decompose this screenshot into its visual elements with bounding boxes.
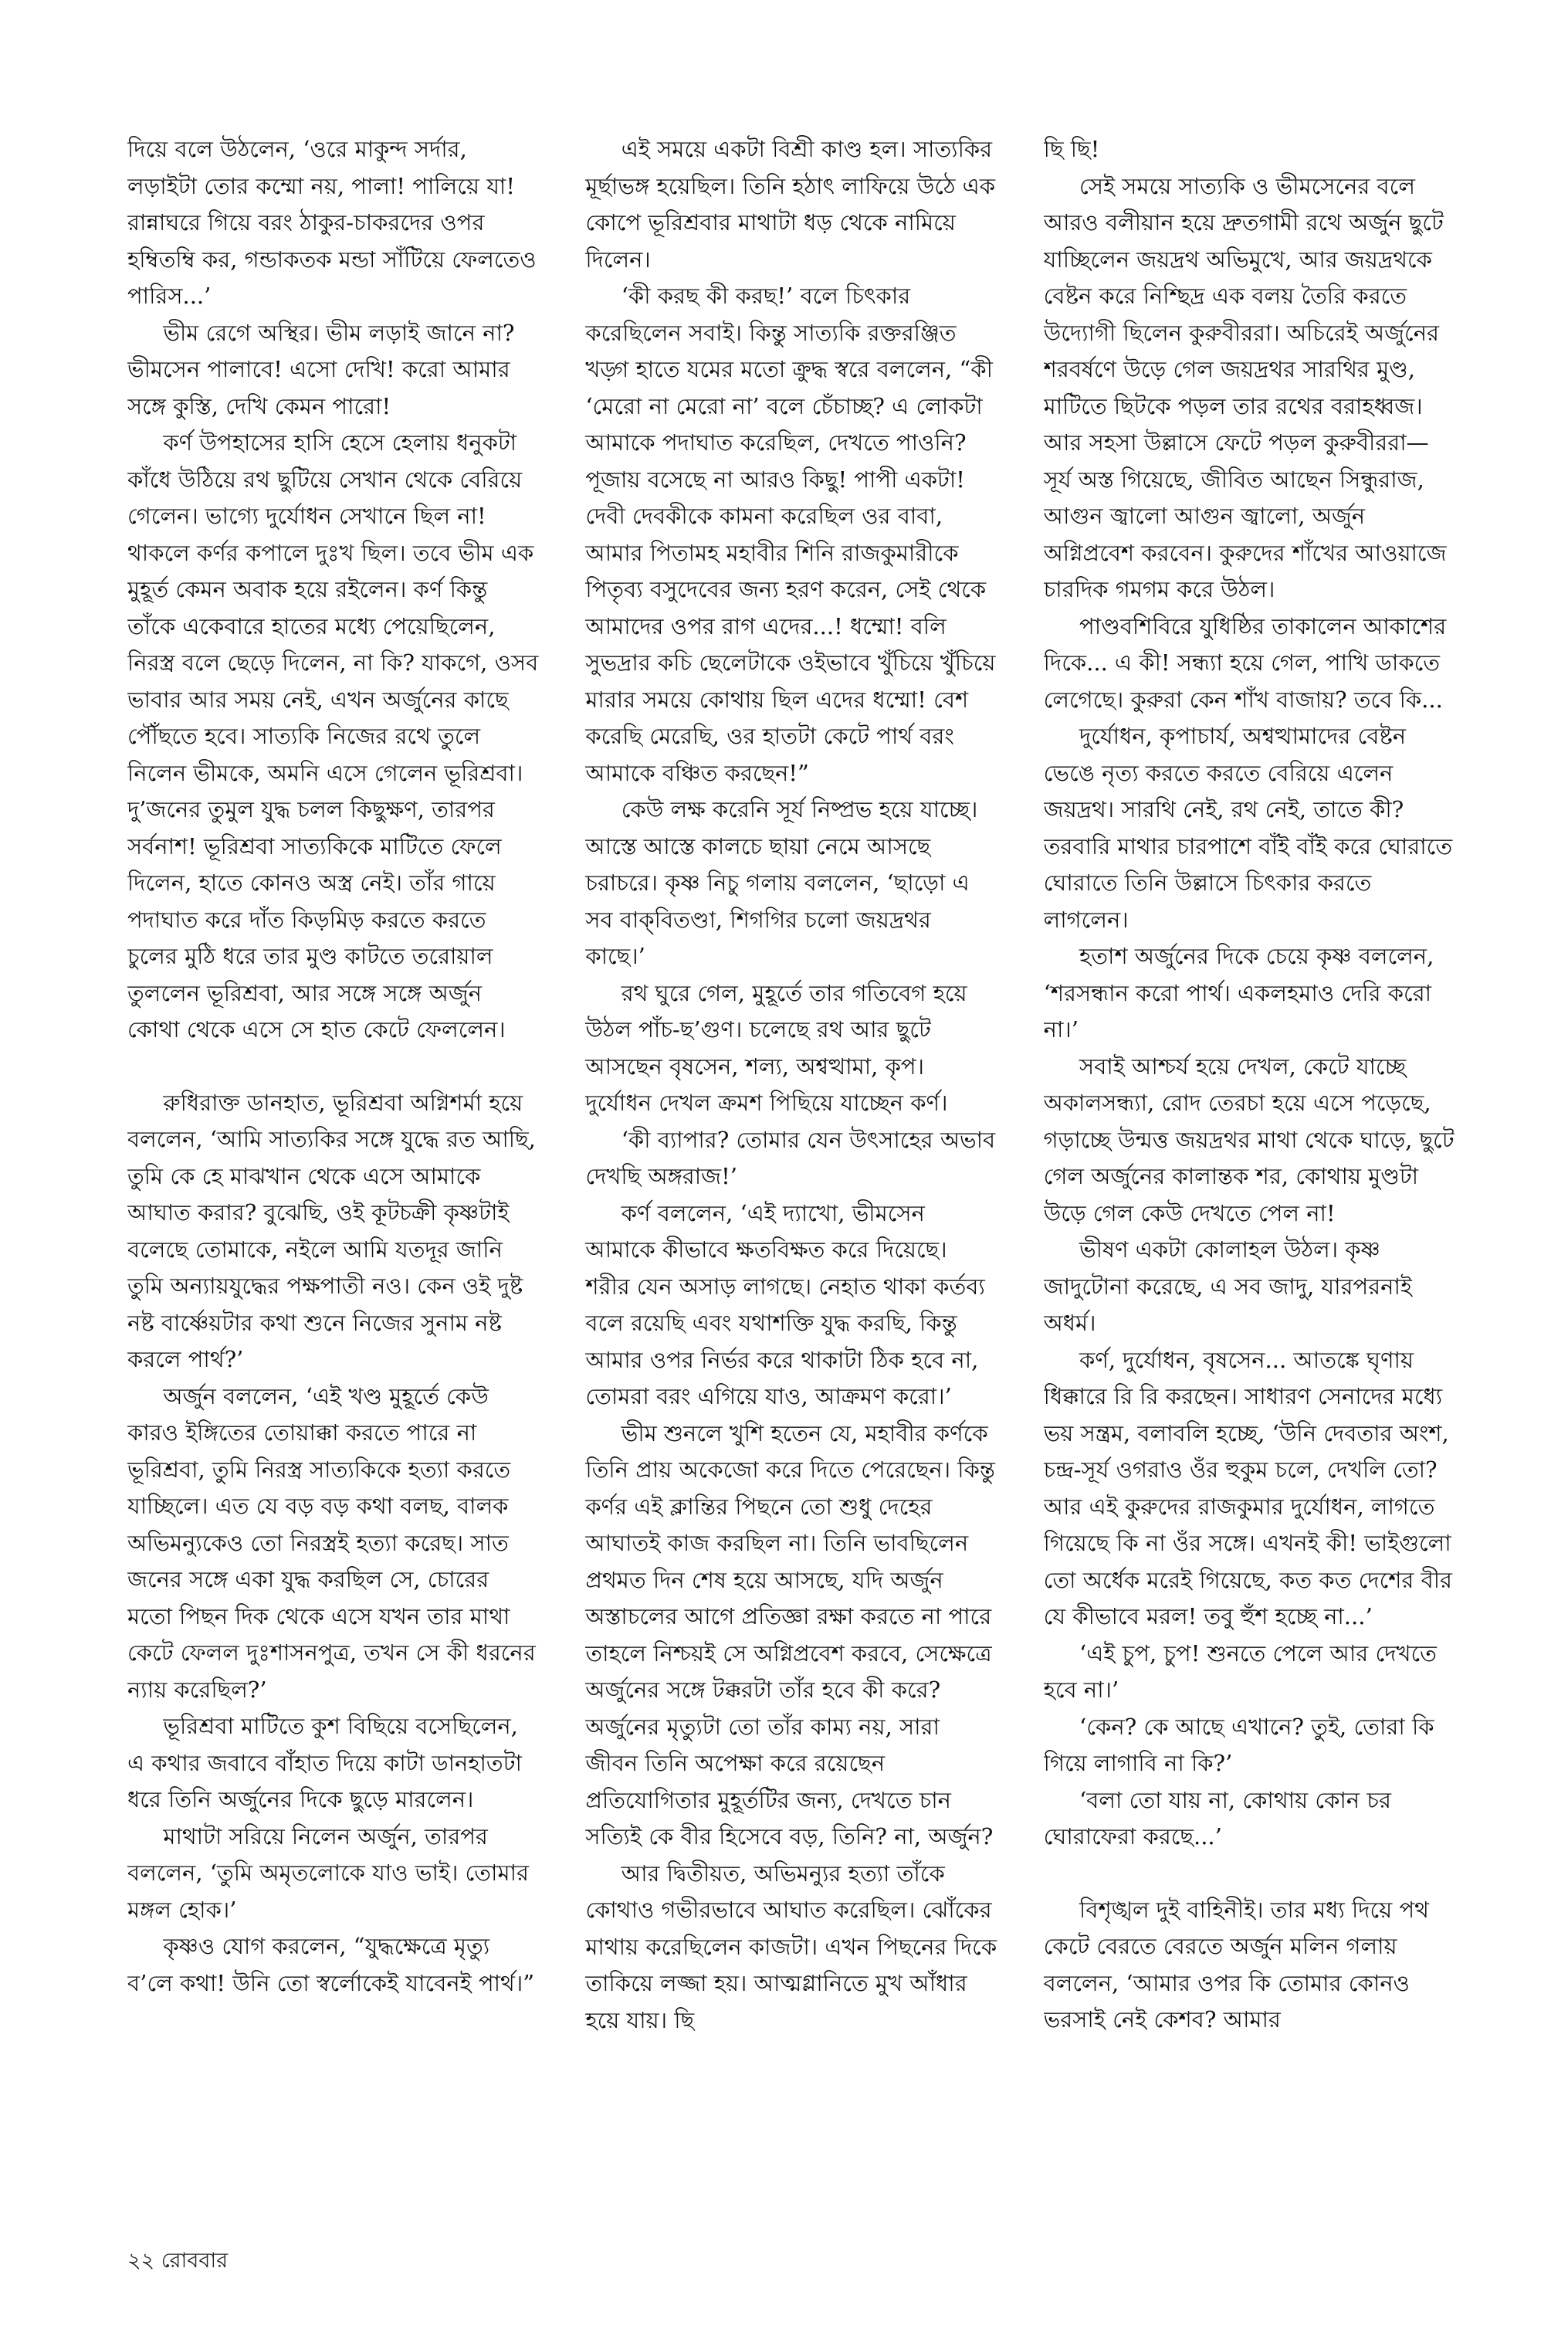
- paragraph: কৃষ্ণও যোগ করলেন, “যুদ্ধক্ষেত্রে মৃত্যু ব’লে কথা! উনি তো স্বর্লোকেই যাবেনই পার্থ।”: [127, 1933, 535, 1996]
- paragraph: ‘কী করছ কী করছ!’ বলে চিৎকার করেছিলেন সবাই। কিন্তু সাত্যকি রক্তরঞ্জিত খড়্গ হাতে যমের মতো ক্রুদ্ধ স্বরে বললেন, “কী ‘মেরো না মেরো না’ বলে চেঁচাচ্ছ? এ লোকটা আমাকে পদাঘাত করেছিল, দেখতে পাওনি? পূজায় বসেছে না আরও কিছু! পাপী একটা! দেবী দেবকীকে কামনা করেছিল ওর বাবা, আমার পিতামহ মহাবীর শিনি রাজকুমারীকে পিতৃব্য বসুদেবের জন্য হরণ করেন, সেই থেকে আমাদের ওপর রাগ এদের...! ধম্মো! বলি সুভদ্রার কচি ছেলেটাকে ওইভাবে খুঁচিয়ে খুঁচিয়ে মারার সময়ে কোথায় ছিল এদের ধম্মো! বেশ করেছি মেরেছি, ওর হাতটা কেটে পার্থ বরং আমাকে বঞ্চিত করছেন!”: [585, 283, 996, 786]
- paragraph: ভীম শুনলে খুশি হতেন যে, মহাবীর কর্ণকে তিনি প্রায় অকেজো করে দিতে পেরেছেন। কিন্তু কর্ণর এই ক্লান্তির পিছনে তো শুধু দেহের আঘাতই কাজ করছিল না। তিনি ভাবছিলেন প্রথমত দিন শেষ হয়ে আসছে, যদি অর্জুন অস্তাচলের আগে প্রতিজ্ঞা রক্ষা করতে না পারে তাহলে নিশ্চয়ই সে অগ্নিপ্রবেশ করবে, সেক্ষেত্রে অর্জুনের সঙ্গে টক্করটা তাঁর হবে কী করে? অর্জুনের মৃত্যুটা তো তাঁর কাম্য নয়, সারা জীবন তিনি অপেক্ষা করে রয়েছেন প্রতিযোগিতার মুহূর্তটির জন্য, দেখতে চান সত্যিই কে বীর হিসেবে বড়, তিনি? না, অর্জুন?: [585, 1419, 995, 1850]
- paragraph: দুর্যোধন, কৃপাচার্য, অশ্বত্থামাদের বেষ্টন ভেঙে নৃত্য করতে করতে বেরিয়ে এলেন জয়দ্রথ। সারথি নেই, রথ নেই, তাতে কী? তরবারি মাথার চারপাশে বাঁই বাঁই করে ঘোরাতে ঘোরাতে তিনি উল্লাসে চিৎকার করতে লাগলেন।: [1043, 723, 1453, 933]
- paragraph: ‘বলা তো যায় না, কোথায় কোন চর ঘোরাফেরা করছে...’: [1043, 1786, 1391, 1850]
- paragraph: ভূরিশ্রবা মাটিতে কুশ বিছিয়ে বসেছিলেন, এ কথার জবাবে বাঁহাত দিয়ে কাটা ডানহাতটা ধরে তিনি অর্জুনের দিকে ছুড়ে মারলেন।: [127, 1713, 522, 1812]
- paragraph: আর দ্বিতীয়ত, অভিমন্যুর হত্যা তাঁকে কোথাও গভীরভাবে আঘাত করেছিল। ঝোঁকের মাথায় করেছিলেন কাজটা। এখন পিছনের দিকে তাকিয়ে লজ্জা হয়। আত্মগ্লানিতে মুখ আঁধার হয়ে যায়। ছি: [585, 1860, 997, 2033]
- paragraph: অর্জুন বললেন, ‘এই খণ্ড মুহূর্তে কেউ কারও ইঙ্গিতের তোয়াক্কা করতে পারে না ভূরিশ্রবা, তুমি নিরস্ত্র সাত্যকিকে হত্যা করতে যাচ্ছিলে। এত যে বড় বড় কথা বলছ, বালক অভিমন্যুকেও তো নিরস্ত্রই হত্যা করেছ। সাত জনের সঙ্গে একা যুদ্ধ করছিল সে, চোরের মতো পিছন দিক থেকে এসে যখন তার মাথা কেটে ফেলল দুঃশাসনপুত্র, তখন সে কী ধরনের ন্যায় করেছিল?’: [127, 1382, 536, 1703]
- paragraph: ভীম রেগে অস্থির। ভীম লড়াই জানে না? ভীমসেন পালাবে! এসো দেখি! করো আমার সঙ্গে কুস্তি, দেখি কেমন পারো!: [127, 319, 515, 419]
- paragraph: রথ ঘুরে গেল, মুহূর্তে তার গতিবেগ হয়ে উঠল পাঁচ-ছ’গুণ। চলেছে রথ আর ছুটে আসছেন বৃষসেন, শল্য, অশ্বত্থামা, কৃপ। দুর্যোধন দেখল ক্রমশ পিছিয়ে যাচ্ছেন কর্ণ।: [585, 979, 967, 1116]
- text-column-1: [127, 131, 539, 2216]
- paragraph: সেই সময়ে সাত্যকি ও ভীমসেনের বলে আরও বলীয়ান হয়ে দ্রুতগামী রথে অর্জুন ছুটে যাচ্ছিলেন জয়দ্রথ অভিমুখে, আর জয়দ্রথকে বেষ্টন করে নিশ্ছিদ্র এক বলয় তৈরি করতে উদ্যোগী ছিলেন কুরুবীররা। অচিরেই অর্জুনের শরবর্ষণে উড়ে গেল জয়দ্রথর সারথির মুণ্ড, মাটিতে ছিটকে পড়ল তার রথের বরাহধ্বজ। আর সহসা উল্লাসে ফেটে পড়ল কুরুবীররা— সূর্য অস্ত গিয়েছে, জীবিত আছেন সিন্ধুরাজ, আগুন জ্বালো আগুন জ্বালো, অর্জুন অগ্নিপ্রবেশ করবেন। কুরুদের শাঁখের আওয়াজে চারদিক গমগম করে উঠল।: [1043, 172, 1447, 602]
- paragraph: কর্ণ বললেন, ‘এই দ্যাখো, ভীমসেন আমাকে কীভাবে ক্ষতবিক্ষত করে দিয়েছে। শরীর যেন অসাড় লাগছে। নেহাত থাকা কর্তব্য বলে রয়েছি এবং যথাশক্তি যুদ্ধ করছি, কিন্তু আমার ওপর নির্ভর করে থাকাটা ঠিক হবে না, তোমরা বরং এগিয়ে যাও, আক্রমণ করো।’: [585, 1199, 985, 1409]
- paragraph: সবাই আশ্চর্য হয়ে দেখল, কেটে যাচ্ছে অকালসন্ধ্যা, রোদ তেরচা হয়ে এসে পড়েছে, গড়াচ্ছে উন্মত্ত জয়দ্রথর মাথা থেকে ঘাড়ে, ছুটে গেল অর্জুনের কালান্তক শর, কোথায় মুণ্ডটা উড়ে গেল কেউ দেখতে পেল না!: [1043, 1053, 1455, 1226]
- paragraph: কর্ণ উপহাসের হাসি হেসে হেলায় ধনুকটা কাঁধে উঠিয়ে রথ ছুটিয়ে সেখান থেকে বেরিয়ে গেলেন। ভাগ্যে দুর্যোধন সেখানে ছিল না! থাকলে কর্ণর কপালে দুঃখ ছিল। তবে ভীম এক মুহূর্ত কেমন অবাক হয়ে রইলেন। কর্ণ কিন্তু তাঁকে একেবারে হাতের মধ্যে পেয়েছিলেন, নিরস্ত্র বলে ছেড়ে দিলেন, না কি? যাকগে, ওসব ভাবার আর সময় নেই, এখন অর্জুনের কাছে পৌঁছতে হবে। সাত্যকি নিজের রথে তুলে নিলেন ভীমকে, অমনি এসে গেলেন ভূরিশ্রবা। দু’জনের তুমুল যুদ্ধ চলল কিছুক্ষণ, তারপর সর্বনাশ! ভূরিশ্রবা সাত্যকিকে মাটিতে ফেলে দিলেন, হাতে কোনও অস্ত্র নেই। তাঁর গায়ে পদাঘাত করে দাঁত কিড়মিড় করতে করতে চুলের মুঠি ধরে তার মুণ্ড কাটতে তরোয়াল তুললেন ভূরিশ্রবা, আর সঙ্গে সঙ্গে অর্জুন কোথা থেকে এসে সে হাত কেটে ফেললেন।: [127, 429, 539, 1043]
- page-number: ২২: [127, 2249, 155, 2273]
- paragraph: রুধিরাক্ত ডানহাত, ভূরিশ্রবা অগ্নিশর্মা হয়ে বললেন, ‘আমি সাত্যকির সঙ্গে যুদ্ধে রত আছি, তুমি কে হে মাঝখান থেকে এসে আমাকে আঘাত করার? বুঝেছি, ওই কূটচক্রী কৃষ্ণটাই বলেছে তোমাকে, নইলে আমি যতদূর জানি তুমি অন্যায়যুদ্ধের পক্ষপাতী নও। কেন ওই দুষ্ট নষ্ট বার্ষ্ণেয়টার কথা শুনে নিজের সুনাম নষ্ট করলে পার্থ?’: [127, 1089, 536, 1372]
- paragraph: পাণ্ডবশিবিরে যুধিষ্ঠির তাকালেন আকাশের দিকে... এ কী! সন্ধ্যা হয়ে গেল, পাখি ডাকতে লেগেছে। কুরুরা কেন শাঁখ বাজায়? তবে কি...: [1043, 612, 1447, 713]
- text-column-2: [585, 131, 997, 2216]
- paragraph: এই সময়ে একটা বিশ্রী কাণ্ড হল। সাত্যকির মূর্ছাভঙ্গ হয়েছিল। তিনি হঠাৎ লাফিয়ে উঠে এক কোপে ভূরিশ্রবার মাথাটা ধড় থেকে নামিয়ে দিলেন।: [585, 136, 996, 273]
- magazine-name: রোববার: [161, 2249, 229, 2273]
- paragraph: ভীষণ একটা কোলাহল উঠল। কৃষ্ণ জাদুটোনা করেছে, এ সব জাদু, যারপরনাই অধর্ম।: [1043, 1236, 1412, 1336]
- paragraph: বিশৃঙ্খল দুই বাহিনীই। তার মধ্য দিয়ে পথ কেটে বেরতে বেরতে অর্জুন মলিন গলায় বললেন, ‘আমার ওপর কি তোমার কোনও ভরসাই নেই কেশব? আমার: [1043, 1896, 1429, 2033]
- paragraph: ছি ছি!: [1043, 136, 1100, 162]
- paragraph: হতাশ অর্জুনের দিকে চেয়ে কৃষ্ণ বললেন, ‘শরসন্ধান করো পার্থ। একলহমাও দেরি করো না।’: [1043, 943, 1434, 1043]
- paragraph: ‘কী ব্যাপার? তোমার যেন উৎসাহের অভাব দেখছি অঙ্গরাজ!’: [585, 1126, 996, 1189]
- paragraph: দিয়ে বলে উঠলেন, ‘ওরে মাকুন্দ সর্দার, লড়াইটা তোর কম্মো নয়, পালা! পালিয়ে যা! রান্নাঘরে গিয়ে বরং ঠাকুর-চাকরদের ওপর হম্বিতম্বি কর, গন্ডাকতক মন্ডা সাঁটিয়ে ফেলতেও পারিস...’: [127, 136, 537, 309]
- section-break: [1044, 1856, 1455, 1892]
- paragraph: কর্ণ, দুর্যোধন, বৃষসেন... আতঙ্কে ঘৃণায় ধিক্কারে রি রি করছেন। সাধারণ সেনাদের মধ্যে ভয় সন্ত্রম, বলাবলি হচ্ছে, ‘উনি দেবতার অংশ, চন্দ্র-সূর্য ওগরাও ওঁর হুকুম চলে, দেখলি তো? আর এই কুরুদের রাজকুমার দুর্যোধন, লাগতে গিয়েছে কি না ওঁর সঙ্গে। এখনই কী! ভাইগুলো তো অর্ধেক মরেই গিয়েছে, কত কত দেশের বীর যে কীভাবে মরল! তবু হুঁশ হচ্ছে না...’: [1043, 1346, 1452, 1629]
- section-break: [127, 1049, 539, 1085]
- page-footer: [127, 2247, 228, 2275]
- paragraph: মাথাটা সরিয়ে নিলেন অর্জুন, তারপর বললেন, ‘তুমি অমৃতলোকে যাও ভাই। তোমার মঙ্গল হোক।’: [127, 1822, 529, 1923]
- article-columns: [127, 131, 1455, 2216]
- paragraph: ‘এই চুপ, চুপ! শুনতে পেলে আর দেখতে হবে না।’: [1043, 1639, 1437, 1703]
- paragraph: ‘কেন? কে আছে এখানে? তুই, তোরা কি গিয়ে লাগাবি না কি?’: [1043, 1713, 1434, 1776]
- text-column-3: [1044, 131, 1455, 2216]
- paragraph: কেউ লক্ষ করেনি সূর্য নিষ্প্রভ হয়ে যাচ্ছে। আস্তে আস্তে কালচে ছায়া নেমে আসছে চরাচরে। কৃষ্ণ নিচু গলায় বললেন, ‘ছাড়ো এ সব বাক্‌বিতণ্ডা, শিগগির চলো জয়দ্রথর কাছে।’: [585, 796, 978, 969]
